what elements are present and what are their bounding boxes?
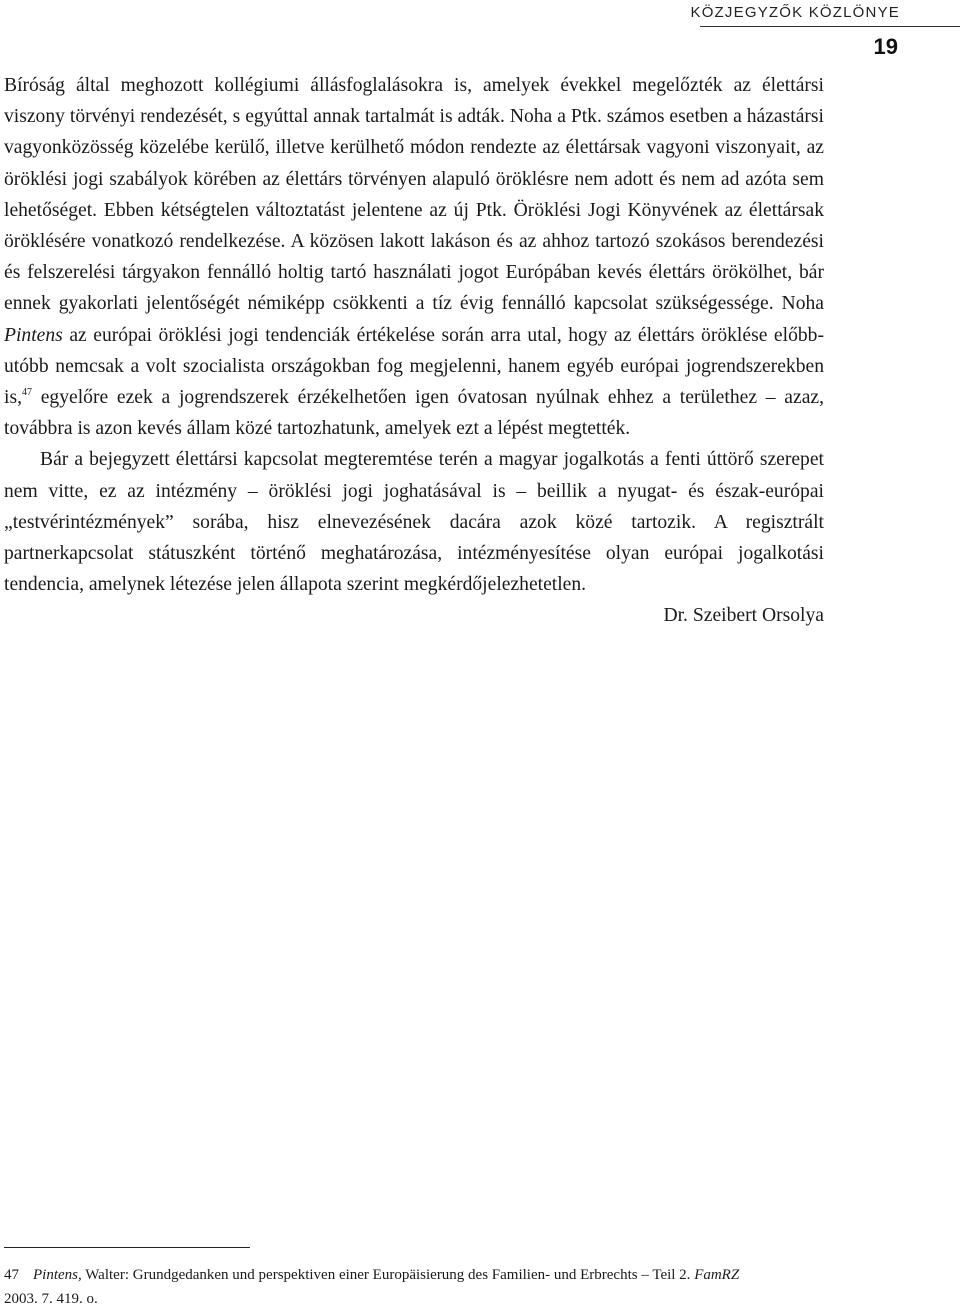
- paragraph-1-text-b: az európai öröklési jogi tendenciák értékelése során arra utal, hogy az élettárs öröklése előbb-utóbb nemcsak a volt szocialista országokban fog megjelenni, hanem egyéb európai jogrendszerekben is,: [4, 324, 824, 409]
- footnote-number: 47: [4, 1267, 19, 1283]
- author-signature: Dr. Szeibert Orsolya: [663, 605, 824, 627]
- footnote-citation: 2003. 7. 419. o.: [4, 1291, 98, 1307]
- footnote-rule: [4, 1247, 250, 1248]
- paragraph-1-text-c: egyelőre ezek a jogrendszerek érzékelhetően igen óvatosan nyúlnak ehhez a területhez – azaz, továbbra is azon kevés állam közé tartozhatunk, amelyek ezt a lépést megtették.: [4, 387, 824, 440]
- paragraph-1: [4, 70, 824, 444]
- footnote-text: , Walter: Grundgedanken und perspektiven einer Europäisierung des Familien- und Erbrechts – Teil 2.: [78, 1267, 695, 1283]
- footnote-journal-italic: FamRZ: [694, 1267, 740, 1283]
- author-name-italic: Pintens: [4, 324, 63, 346]
- journal-header: KÖZJEGYZŐK KÖZLÖNYE: [690, 4, 900, 21]
- paragraph-1-text-a: Bíróság által meghozott kollégiumi állásfoglalásokra is, amelyek évekkel megelőzték az élettársi viszony törvényi rendezését, s egyúttal annak tartalmát is adták. Noha a Ptk. számos esetben a házastársi vagyonközösség közelébe kerülő, illetve kerülhető módon rendezte az élettársak vagyoni viszonyait, az öröklési jogi szabályok körében az élettárs törvényen alapuló öröklésre nem adott és nem ad azóta sem lehetőséget. Ebben kétségtelen változtatást jelentene az új Ptk. Öröklési Jogi Könyvének az élettársak öröklésére vonatkozó rendelkezése. A közösen lakott lakáson és az ahhoz tartozó szokásos berendezési és felszerelési tárgyakon fennálló holtig tartó használati jogot Európában kevés élettárs örökölhet, bár ennek gyakorlati jelentőségét némiképp csökkenti a tíz évig fennálló kapcsolat szükségessége. Noha: [4, 75, 824, 315]
- footnote-reference: 47: [21, 387, 32, 399]
- page-number: 19: [873, 34, 898, 59]
- paragraph-2: Bár a bejegyzett élettársi kapcsolat megteremtése terén a magyar jogalkotás a fenti úttörő szerepet nem vitte, ez az intézmény – öröklési jogi joghatásával is – beillik a nyugat- és észak-európai „testvérintézmények” sorába, hisz elnevezésének dacára azok közé tartozik. A regisztrált partnerkapcsolat státuszként történő meghatározása, intézményesítése olyan európai jogalkotási tendencia, amelynek létezése jelen állapota szerint megkérdőjelezhetetlen.: [4, 449, 824, 596]
- article-body: [4, 70, 824, 632]
- footnote: [4, 1263, 834, 1311]
- footnote-author-italic: Pintens: [33, 1267, 78, 1283]
- header-rule: [700, 26, 960, 27]
